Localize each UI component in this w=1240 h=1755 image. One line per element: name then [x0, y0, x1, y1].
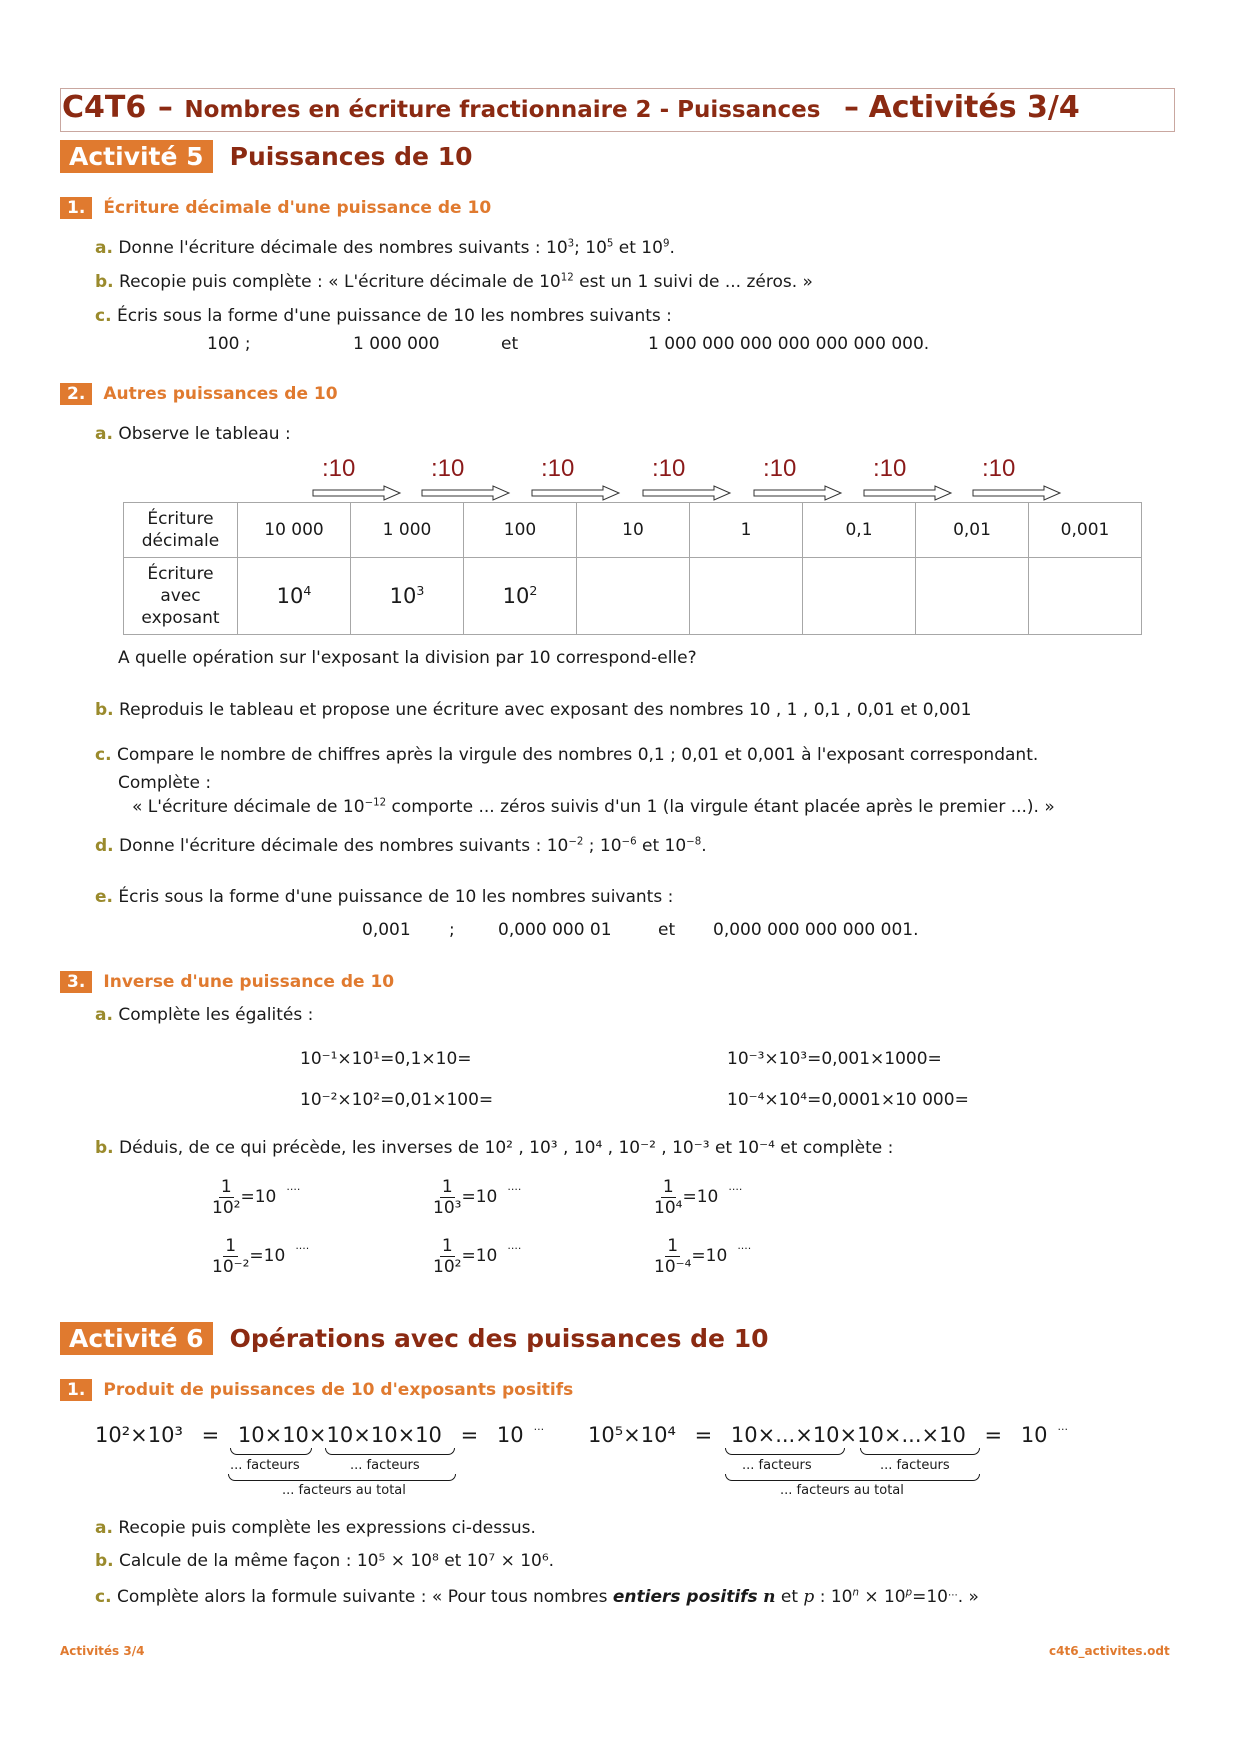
item-2c: c. Compare le nombre de chiffres après la virgule des nombres 0,1 ; 0,01 et 0,001 à l'exposant correspondant. — [95, 745, 1039, 765]
table-cell: 0,1 — [803, 503, 916, 558]
table-cell: 10 000 — [238, 503, 351, 558]
item-2b: b. Reproduis le tableau et propose une écriture avec exposant des nombres 10 , 1 , 0,1 , 0,01 et 0,001 — [95, 700, 972, 720]
brace-label: ... facteurs — [230, 1458, 300, 1473]
expression-2: 10⁵×10⁴ = 10×...×10×10×...×10 = 10 ... — [588, 1420, 1069, 1447]
number: 1 000 000 000 000 000 000 000. — [648, 334, 930, 354]
right-arrow-icon — [642, 485, 732, 501]
quote-12: « L'écriture décimale de $10^{-12}$ comporte ... zéros suivis d'un 1 (la virgule étant placée après le premier ...). » — [132, 797, 1055, 817]
item-2e: e. Écris sous la forme d'une puissance de 10 les nombres suivants : — [95, 887, 674, 907]
right-arrow-icon — [753, 485, 843, 501]
right-arrow-icon — [312, 485, 402, 501]
right-arrow-icon — [972, 485, 1062, 501]
brace-label: ... facteurs au total — [282, 1483, 406, 1498]
header-title — [62, 90, 1080, 125]
item-2d: d. Donne l'écriture décimale des nombres suivants : $10^{-2}$ ; $10^{-6}$ et $10^{-8}$. — [95, 836, 707, 856]
arrow-label: :10 — [763, 455, 797, 482]
brace — [230, 1448, 312, 1455]
separator: ; — [449, 920, 455, 940]
activity-title: Opérations avec des puissances de 10 — [229, 1324, 769, 1353]
number: 100 ; — [207, 334, 251, 354]
fraction-inverse: $\frac{1}{\text{10²}}$ =10.... — [433, 1236, 522, 1277]
table-cell-empty — [1029, 558, 1142, 635]
word-et: et — [658, 920, 676, 940]
table-cell-empty — [803, 558, 916, 635]
expression-1: 10²×10³ = 10×10×10×10×10 = 10 ... — [95, 1420, 545, 1447]
activity-badge: Activité 6 — [60, 1322, 213, 1355]
doc-code: C4T6 — [62, 90, 147, 125]
row-header-exponent: Écriture avec exposant — [124, 558, 238, 635]
table-cell: 100 — [464, 503, 577, 558]
brace — [228, 1474, 456, 1481]
division-arrows — [0, 455, 1240, 500]
arrow-label: :10 — [982, 455, 1016, 482]
powers-table — [123, 502, 1142, 635]
brace — [860, 1448, 980, 1455]
number: 0,000 000 000 000 001. — [713, 920, 919, 940]
brace-label: ... facteurs — [742, 1458, 812, 1473]
activity-title: Puissances de 10 — [229, 142, 473, 171]
activity-badge: Activité 5 — [60, 140, 213, 173]
table-cell: $10^2$ — [464, 558, 577, 635]
equality: 10⁻¹×10¹=0,1×10= — [300, 1049, 472, 1069]
arrow-label: :10 — [431, 455, 465, 482]
section-2-heading: 2. Autres puissances de 10 — [60, 384, 338, 404]
item-2a: a. Observe le tableau : — [95, 424, 291, 444]
footer-right: c4t6_activites.odt — [1049, 1644, 1170, 1658]
fraction-inverse: $\frac{1}{\text{10⁻²}}$ =10.... — [212, 1236, 310, 1277]
item-1b: b. Recopie puis complète : « L'écriture décimale de $10^{12}$ est un 1 suivi de ... zéros. » — [95, 272, 813, 292]
brace-label: ... facteurs — [880, 1458, 950, 1473]
arrow-label: :10 — [873, 455, 907, 482]
number: 1 000 000 — [353, 334, 440, 354]
number: 0,000 000 01 — [498, 920, 612, 940]
right-arrow-icon — [421, 485, 511, 501]
word-et: et — [501, 334, 519, 354]
fraction-inverse: $\frac{1}{\text{10²}}$ =10.... — [212, 1177, 301, 1218]
table-cell: 0,001 — [1029, 503, 1142, 558]
table-question: A quelle opération sur l'exposant la division par 10 correspond-elle? — [118, 648, 697, 668]
arrow-label: :10 — [541, 455, 575, 482]
item-6c: c. Complète alors la formule suivante : « Pour tous nombres entiers positifs n et p : $10^n \times 10^p=10^{...}$. » — [95, 1587, 979, 1607]
equality: 10⁻³×10³=0,001×1000= — [727, 1049, 942, 1069]
item-1a: a. Donne l'écriture décimale des nombres suivants : $10^3$; $10^5$ et $10^9$. — [95, 238, 675, 258]
table-cell: $10^3$ — [351, 558, 464, 635]
dash: – — [844, 90, 860, 125]
table-cell: 0,01 — [916, 503, 1029, 558]
activity5-heading — [60, 142, 472, 171]
right-arrow-icon — [531, 485, 621, 501]
table-cell: 1 — [690, 503, 803, 558]
item-3a: a. Complète les égalités : — [95, 1005, 314, 1025]
dash: – — [157, 90, 173, 125]
activity6-heading — [60, 1324, 769, 1353]
fraction-inverse: $\frac{1}{\text{10⁻⁴}}$ =10.... — [654, 1236, 752, 1277]
arrow-label: :10 — [322, 455, 356, 482]
section-1-heading: 1. Écriture décimale d'une puissance de 10 — [60, 198, 491, 218]
doc-activities: Activités 3/4 — [868, 90, 1080, 125]
table-cell: $10^4$ — [238, 558, 351, 635]
arrow-label: :10 — [652, 455, 686, 482]
table-cell-empty — [577, 558, 690, 635]
table-cell: 10 — [577, 503, 690, 558]
brace-label: ... facteurs — [350, 1458, 420, 1473]
fraction-inverse: $\frac{1}{\text{10³}}$ =10.... — [433, 1177, 522, 1218]
row-header-decimal: Écriture décimale — [124, 503, 238, 558]
section-3-heading: 3. Inverse d'une puissance de 10 — [60, 972, 394, 992]
equality: 10⁻²×10²=0,01×100= — [300, 1090, 494, 1110]
item-1c: c. Écris sous la forme d'une puissance de 10 les nombres suivants : — [95, 306, 672, 326]
brace — [325, 1448, 455, 1455]
number: 0,001 — [362, 920, 411, 940]
footer-left: Activités 3/4 — [60, 1644, 145, 1658]
table-cell: 1 000 — [351, 503, 464, 558]
brace — [725, 1448, 845, 1455]
brace-label: ... facteurs au total — [780, 1483, 904, 1498]
section-6-1-heading: 1. Produit de puissances de 10 d'exposants positifs — [60, 1380, 573, 1400]
item-6b: b. Calcule de la même façon : 10⁵ × 10⁸ et 10⁷ × 10⁶. — [95, 1551, 555, 1571]
item-6a: a. Recopie puis complète les expressions ci-dessus. — [95, 1518, 536, 1538]
fraction-inverse: $\frac{1}{\text{10⁴}}$ =10.... — [654, 1177, 743, 1218]
table-cell-empty — [690, 558, 803, 635]
complete-label: Complète : — [118, 773, 212, 793]
right-arrow-icon — [863, 485, 953, 501]
table-cell-empty — [916, 558, 1029, 635]
brace — [725, 1474, 980, 1481]
item-3b: b. Déduis, de ce qui précède, les inverses de 10² , 10³ , 10⁴ , 10⁻² , 10⁻³ et 10⁻⁴ et complète : — [95, 1138, 894, 1158]
doc-title: Nombres en écriture fractionnaire 2 - Puissances — [184, 97, 821, 123]
equality: 10⁻⁴×10⁴=0,0001×10 000= — [727, 1090, 969, 1110]
